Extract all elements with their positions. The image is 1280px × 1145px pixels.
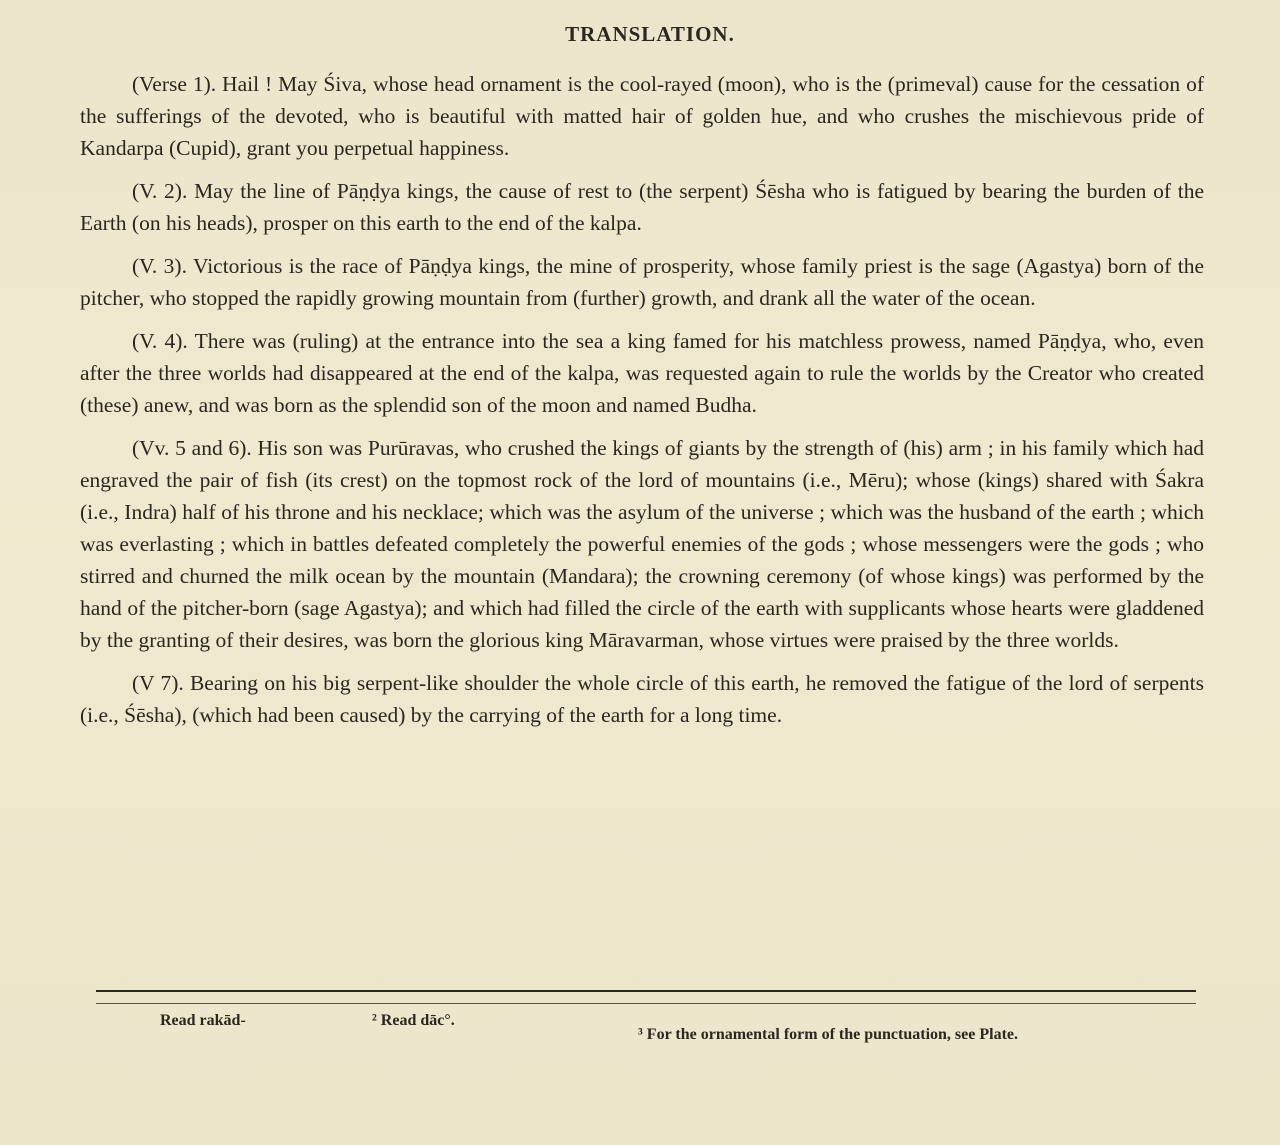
footnote-divider-thin [96, 1003, 1196, 1004]
paragraph-text: (V. 2). May the line of Pāṇḍya kings, the cause of rest to (the serpent) Śēsha who is fatigued by bearing the burden of the Earth (on his heads), prosper on this earth to the end of the kalpa. [80, 179, 1204, 235]
paragraph-text: (V 7). Bearing on his big serpent-like shoulder the whole circle of this earth, he removed the fatigue of the lord of serpents (i.e., Śēsha), (which had been caused) by the carrying of the earth for a long time. [80, 671, 1204, 727]
paragraph-text: (V. 3). Victorious is the race of Pāṇḍya kings, the mine of prosperity, whose family priest is the sage (Agastya) born of the pitcher, who stopped the rapidly growing mountain from (further) growth, and drank all the water of the ocean. [80, 254, 1204, 310]
paragraph-verse-2 [80, 175, 1204, 239]
footnote-2: ² Read dāc°. [372, 1012, 455, 1029]
footnote-3: ³ For the ornamental form of the punctuation, see Plate. [638, 1026, 1018, 1043]
footnote-divider [96, 990, 1196, 992]
paragraph-text: (Vv. 5 and 6). His son was Purūravas, who crushed the kings of giants by the strength of (his) arm ; in his family which had engraved the pair of fish (its crest) on the topmost rock of the lord of mountains (i.e., Mēru); whose (kings) shared with Śakra (i.e., Indra) half of his throne and his necklace; which was the asylum of the universe ; which was the husband of the earth ; which was everlasting ; which in battles defeated completely the powerful enemies of the gods ; whose messengers were the gods ; who stirred and churned the milk ocean by the mountain (Mandara); the crowning ceremony (of whose kings) was performed by the hand of the pitcher-born (sage Agastya); and which had filled the circle of the earth with supplicants whose hearts were gladdened by the granting of their desires, was born the glorious king Māravarman, whose virtues were praised by the three worlds. [80, 436, 1204, 652]
paragraph-text: (V. 4). There was (ruling) at the entrance into the sea a king famed for his matchless prowess, named Pāṇḍya, who, even after the three worlds had disappeared at the end of the kalpa, was requested again to rule the worlds by the Creator who created (these) anew, and was born as the splendid son of the moon and named Budha. [80, 329, 1204, 417]
translation-body [80, 68, 1204, 742]
paragraph-verse-7 [80, 667, 1204, 731]
paragraph-verse-1 [80, 68, 1204, 164]
paragraph-verse-4 [80, 325, 1204, 421]
page-title: TRANSLATION. [565, 22, 735, 46]
footnote-1: Read rakād- [160, 1012, 246, 1029]
paragraph-verse-3 [80, 250, 1204, 314]
paragraph-text: (Verse 1). Hail ! May Śiva, whose head ornament is the cool-rayed (moon), who is the (primeval) cause for the cessation of the sufferings of the devoted, who is beautiful with matted hair of golden hue, and who crushes the mischievous pride of Kandarpa (Cupid), grant you perpetual happiness. [80, 72, 1204, 160]
paragraph-verses-5-6 [80, 432, 1204, 656]
